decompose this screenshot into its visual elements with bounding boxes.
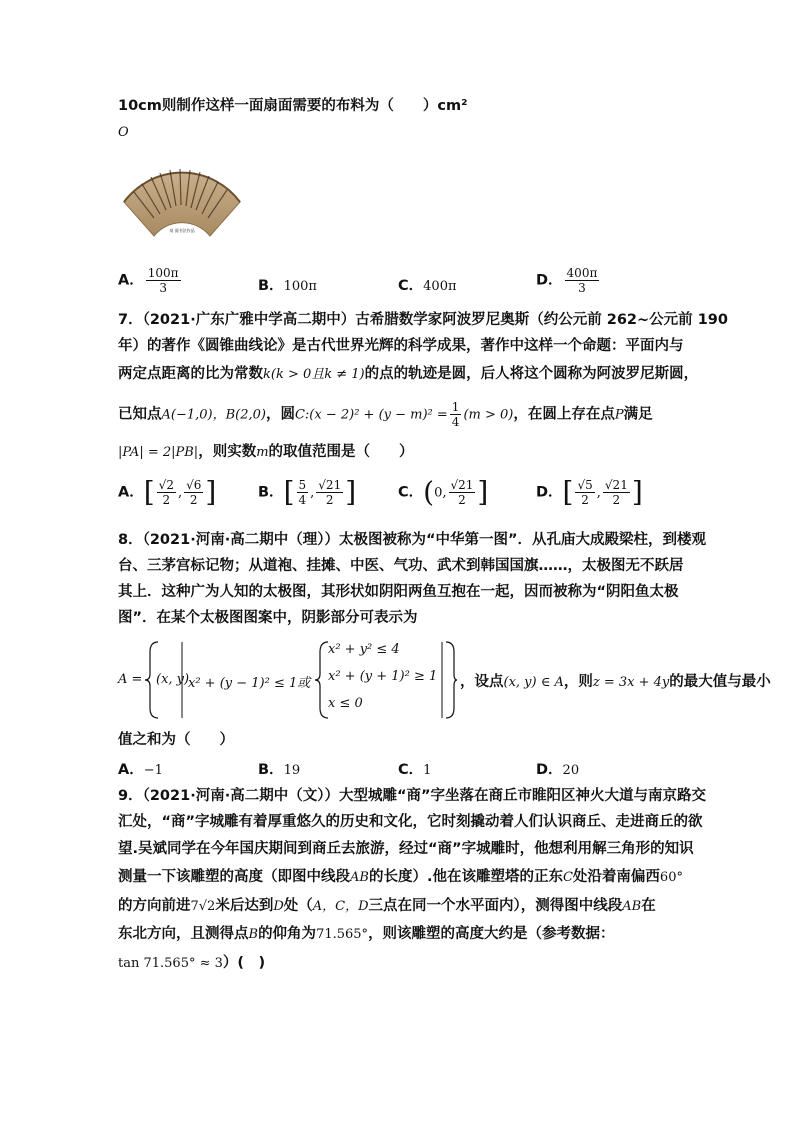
q6-option-d[interactable]: D． $\frac{400\pi}{3}$	[536, 266, 598, 295]
q9-line7: tan 71.565° ≈ 3）( )	[118, 955, 266, 971]
q8-line2: 台、三茅宫标记物；从道袍、挂摊、中医、气功、武术到韩国国旗……，太极图无不跃居	[118, 558, 684, 574]
q9-line2: 汇处，“商”字城雕有着厚重悠久的历史和文化，它时刻撬动着人们认识商丘、走进商丘的欲	[118, 814, 703, 830]
q8-options	[118, 758, 698, 778]
q9-line3: 望.吴斌同学在今年国庆期间到商丘去旅游，经过“商”字城雕时，他想利用解三角形的知识	[118, 841, 694, 857]
q6-line1: 10cm则制作这样一面扇面需要的布料为（ ）cm²	[118, 98, 468, 114]
q6-option-a[interactable]: A． $\frac{100\pi}{3}$	[118, 266, 179, 295]
q8-option-b[interactable]: B．19	[258, 762, 301, 778]
q8-line4: 图”．在某个太极图图案中，阴影部分可表示为	[118, 610, 418, 626]
q6-option-b[interactable]: B．100π	[258, 278, 317, 294]
q9-line4: 测量一下该雕塑的高度（即图中线段AB的长度）.他在该雕塑塔的正东C处沿着南偏西60°	[118, 869, 683, 885]
q7-option-b[interactable]: B．[ $\frac{5}{4}$ , $\frac{√21}{2}$ ]	[258, 475, 357, 509]
q8-option-d[interactable]: D．20	[536, 762, 580, 778]
q8-line1: 8．（2021·河南·高二期中（理））太极图被称为“中华第一图”．从孔庙大成殿梁柱，到楼观	[118, 532, 707, 548]
q8-line3: 其上．这种广为人知的太极图，其形状如阴阳两鱼互抱在一起，因而被称为“阴阳鱼太极	[118, 584, 679, 600]
q7-line5: |PA| = 2|PB|，则实数m的取值范围是（ ）	[118, 444, 414, 460]
point-o-label: O	[118, 125, 129, 140]
q7-line2: 年）的著作《圆锥曲线论》是古代世界光辉的科学成果，著作中这样一个命题：平面内与	[118, 338, 684, 354]
q9-line6: 东北方向，且测得点B的仰角为71.565°，则该雕塑的高度大约是（参考数据：	[118, 926, 615, 942]
q7-option-c[interactable]: C．(0, $\frac{√21}{2}$ ]	[398, 475, 489, 509]
fan-painting-image	[120, 148, 244, 243]
q7-option-a[interactable]: A．[ $\frac{√2}{2}$ , $\frac{√6}{2}$ ]	[118, 475, 217, 509]
q8-line6: 值之和为（ ）	[118, 732, 234, 748]
q9-line1: 9．（2021·河南·高二期中（文））大型城雕“商”字坐落在商丘市睢阳区神火大道与南京路交	[118, 788, 707, 804]
q7-line1: 7．（2021·广东广雅中学高二期中）古希腊数学家阿波罗尼奥斯（约公元前 262~公元前 190	[118, 312, 728, 328]
q7-line3: 两定点距离的比为常数k(k > 0且k ≠ 1)的点的轨迹是圆，后人将这个圆称为阿波罗尼斯圆，	[118, 366, 699, 382]
fan-caption: 扇 面书法作品	[169, 228, 195, 233]
set-close-brace	[438, 640, 458, 720]
q8-option-c[interactable]: C．1	[398, 762, 432, 778]
q7-option-d[interactable]: D．[ $\frac{√5}{2}$ , $\frac{√21}{2}$ ]	[536, 475, 643, 509]
q8-option-a[interactable]: A．−1	[118, 762, 163, 778]
q7-line4: 已知点A(−1,0)，B(2,0)，圆C:(x − 2)² + (y − m)² = $\frac{1}{4}$ (m > 0)，在圆上存在点P满足	[118, 400, 653, 429]
q7-options	[118, 475, 698, 518]
q9-line5: 的方向前进7√2米后达到D处（A，C，D三点在同一个水平面内），测得图中线段AB在	[118, 898, 656, 914]
q6-options	[118, 266, 698, 300]
set-definition: A = (x, y) x² + (y − 1)² ≤ 1或 x² + y² ≤ 4 x² + (y + 1)² ≥ 1 x ≤ 0 ，设点(x, y) ∈ A，则z = 3x + 4y的最大值与最小	[118, 638, 688, 722]
q6-option-c[interactable]: C．400π	[398, 278, 457, 294]
